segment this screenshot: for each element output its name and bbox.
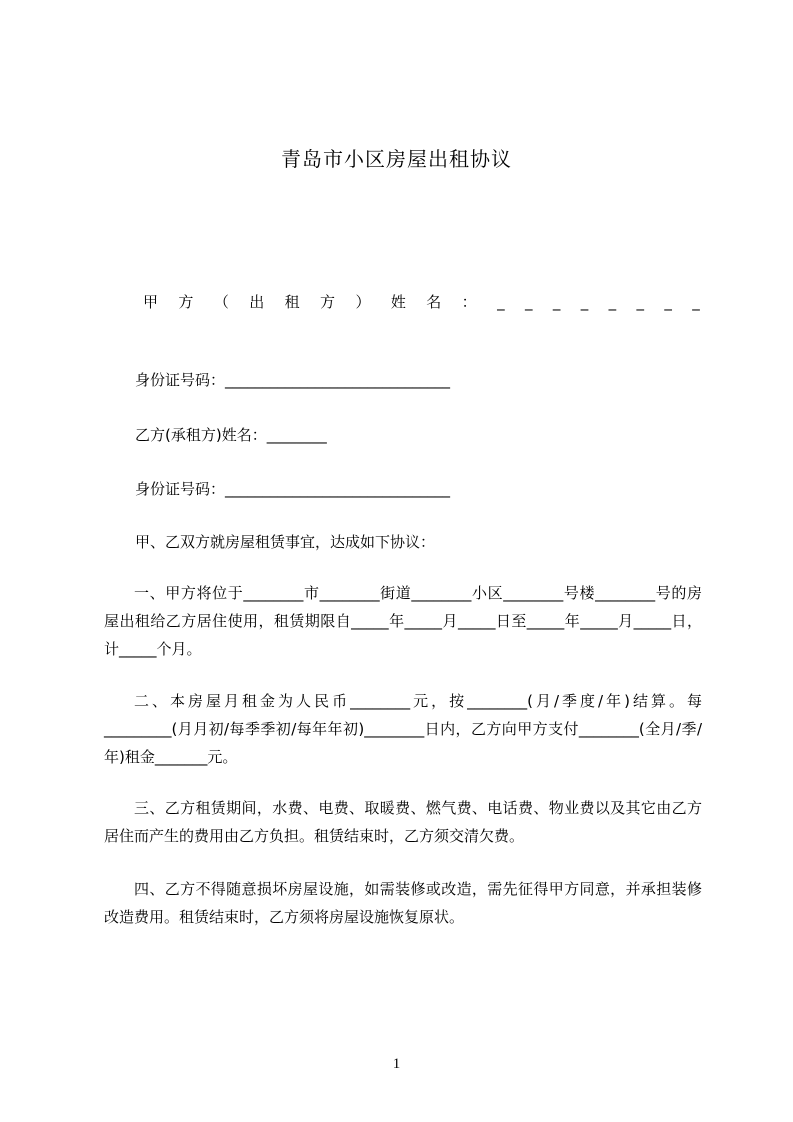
party-a-blank: _ [524, 293, 533, 311]
party-a-blank: _ [580, 293, 589, 311]
party-a-blank: _ [552, 293, 561, 311]
party-a-char: 名 [426, 293, 442, 311]
party-a-char: 方 [320, 293, 336, 311]
page-number: 1 [392, 1056, 401, 1072]
clause-2: 二、本房屋月租金为人民币________元，按________(月/季度/年)结算。每_________(月月初/每季季初/每年年初)________日内，乙方向甲方支付________(全月/季/年)租金_______元。 [104, 692, 702, 766]
party-a-char: ： [461, 293, 477, 311]
clause-1: 一、甲方将位于________市________街道________小区________号楼________号的房屋出租给乙方居住使用，租赁期限自_____年_____月_____日至_____年_____月_____日，计_____个月。 [104, 584, 702, 658]
clause-4: 四、乙方不得随意损坏房屋设施，如需装修或改造，需先征得甲方同意，并承担装修改造费用。租赁结束时，乙方须将房屋设施恢复原状。 [104, 880, 702, 926]
party-a-char: 甲 [143, 293, 159, 311]
party-a-char: 出 [249, 293, 265, 311]
clause-3: 三、乙方租赁期间，水费、电费、取暖费、燃气费、电话费、物业费以及其它由乙方居住而产生的费用由乙方负担。租赁结束时，乙方须交清欠费。 [104, 799, 702, 845]
party-a-blank: _ [692, 293, 700, 311]
party-b-name-line: 乙方(承租方)姓名：________ [135, 426, 327, 444]
document-title: 青岛市小区房屋出租协议 [281, 147, 512, 171]
party-a-blank: _ [497, 293, 505, 311]
party-a-char: （ [213, 293, 229, 311]
party-a-char: ） [355, 293, 371, 311]
party-a-char: 姓 [390, 293, 406, 311]
party-a-char: 方 [178, 293, 194, 311]
party-a-id-line: 身份证号码：______________________________ [135, 371, 451, 389]
party-a-name-line [143, 292, 700, 312]
party-b-id-line: 身份证号码：______________________________ [135, 480, 451, 498]
party-a-blank: _ [608, 293, 617, 311]
party-a-blank: _ [664, 293, 672, 311]
agreement-intro: 甲、乙双方就房屋租赁事宜，达成如下协议： [135, 533, 436, 551]
party-a-blank: _ [636, 293, 645, 311]
party-a-char: 租 [284, 293, 300, 311]
